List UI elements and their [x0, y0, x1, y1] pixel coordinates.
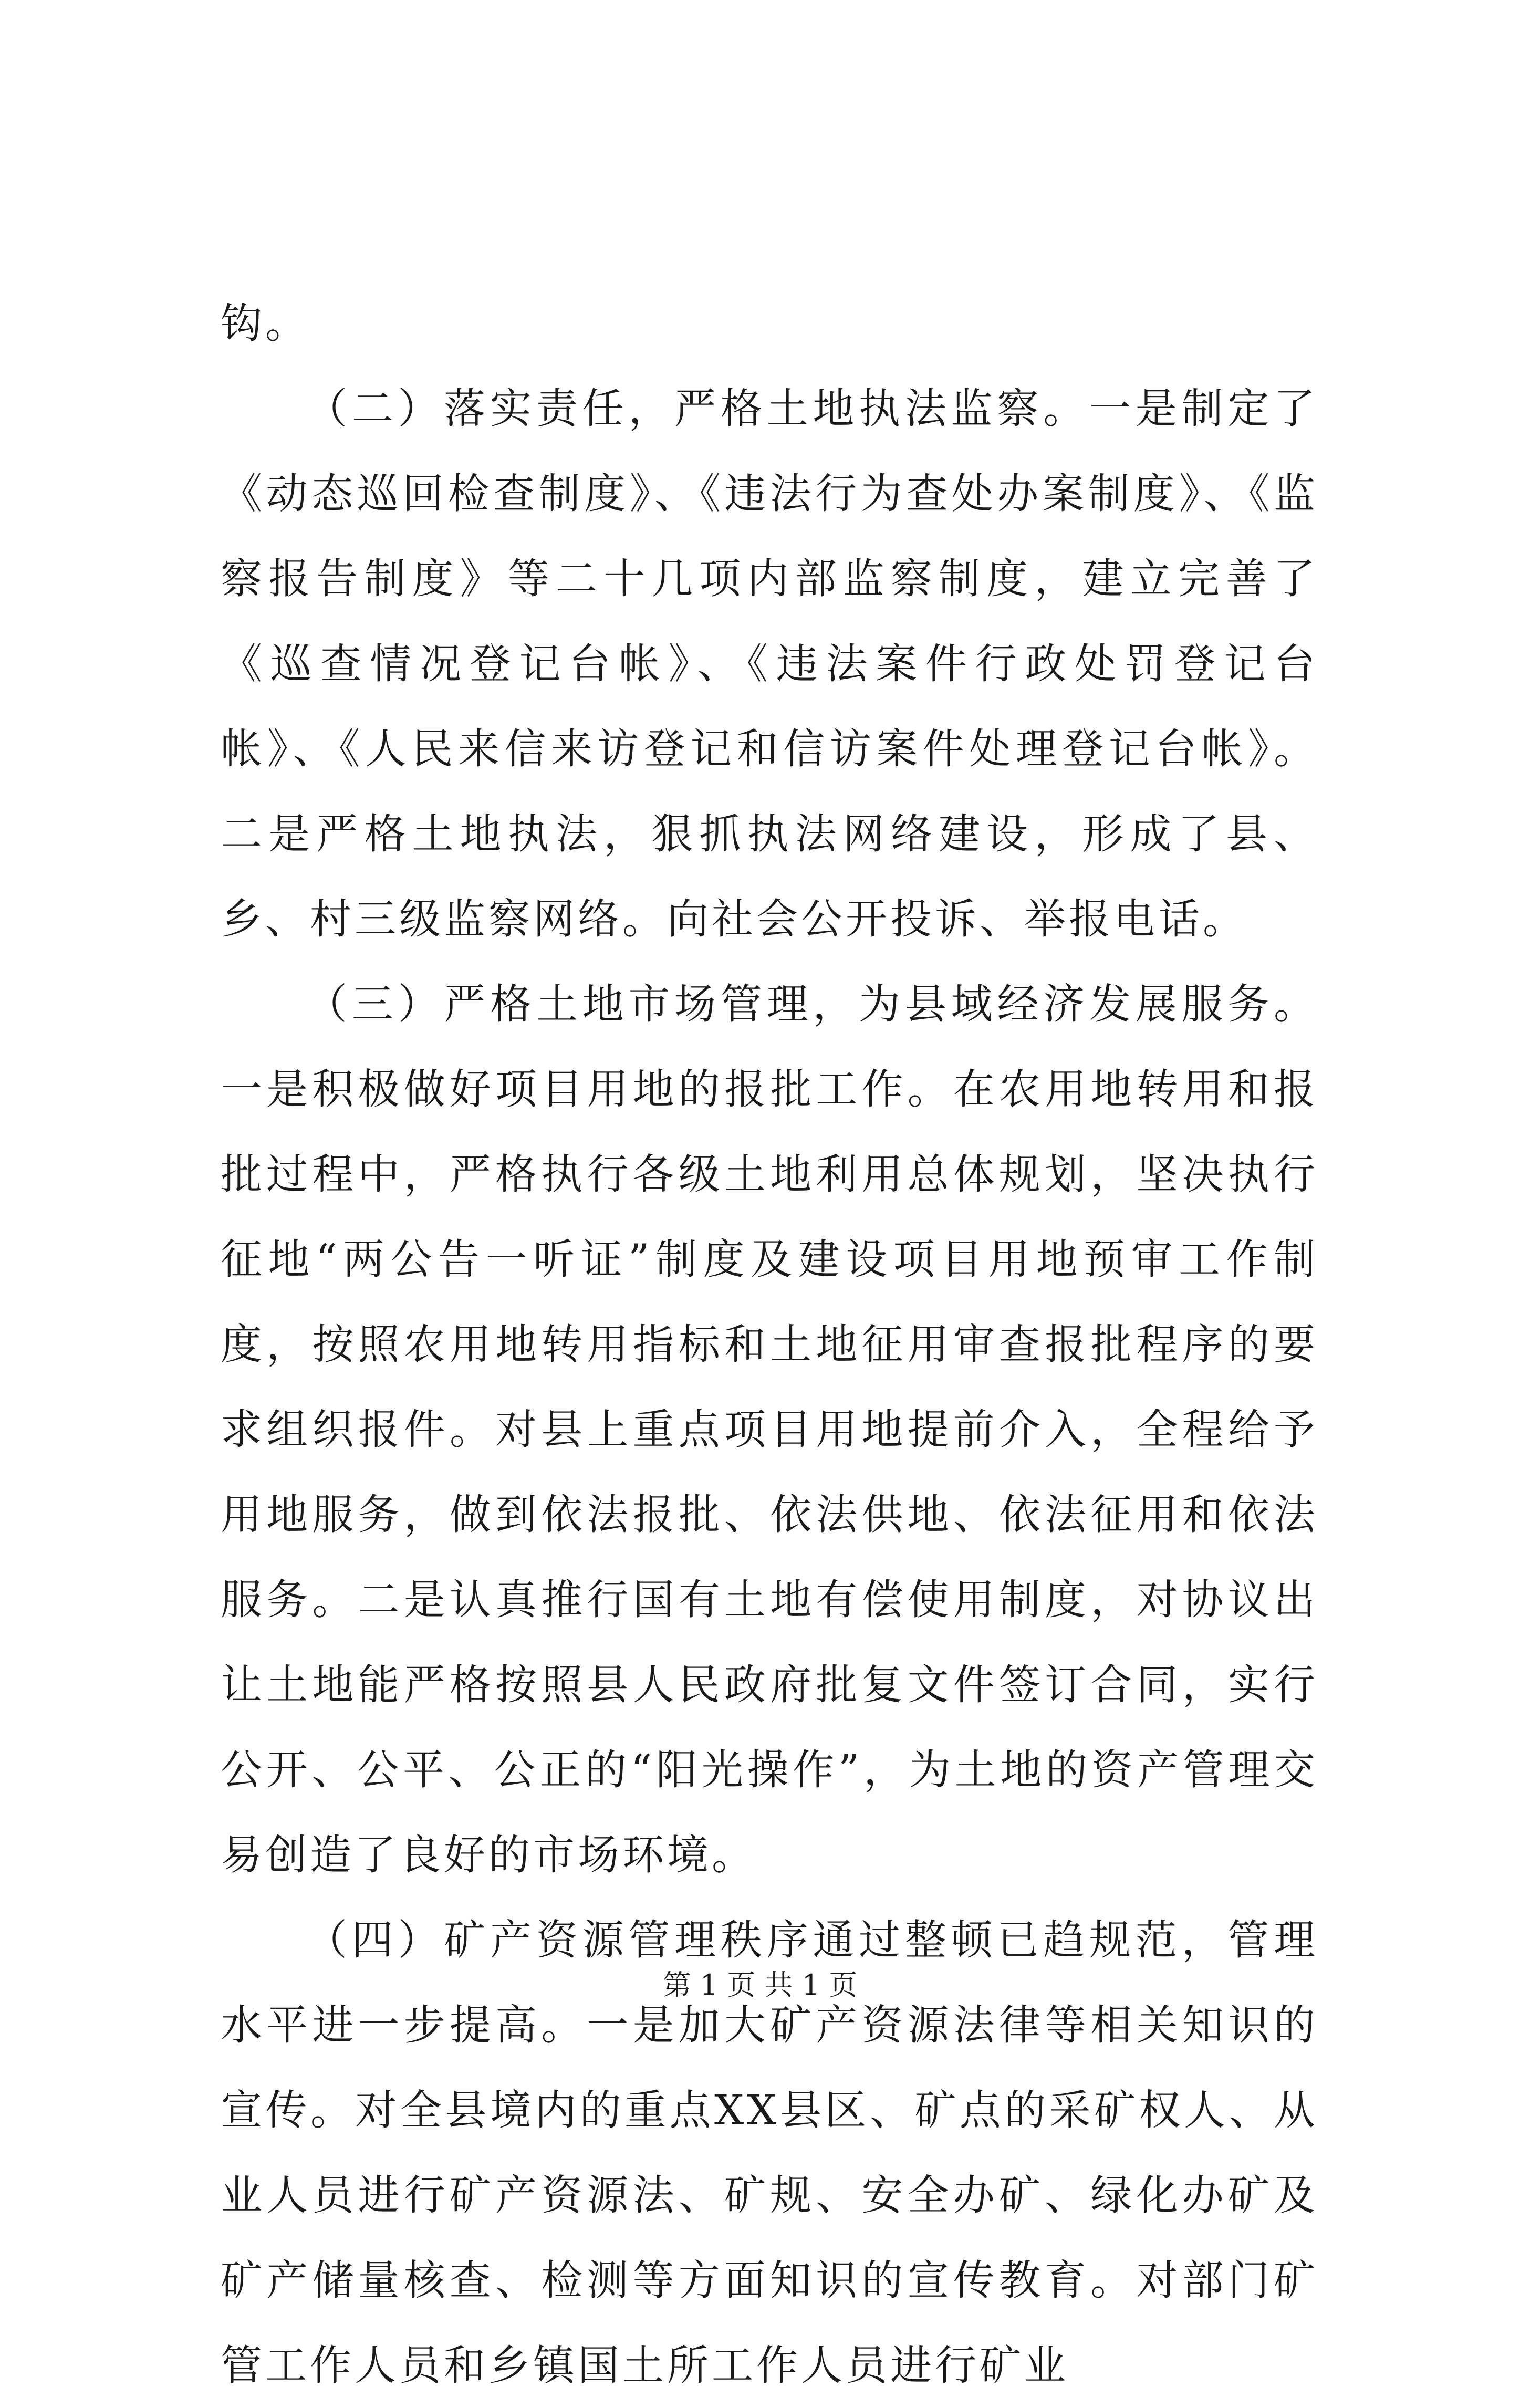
page-footer: 第 1 页 共 1 页 — [662, 1968, 858, 2002]
paragraph-section-3: （三）严格土地市场管理，为县域经济发展服务。一是积极做好项目用地的报批工作。在农用地转用和报批过程中，严格执行各级土地利用总体规划，坚决执行征地“两公告一听证”制度及建设项目用地预审工作制度，按照农用地转用指标和土地征用审查报批程序的要求组织报件。对县上重点项目用地提前介入，全程给予用地服务，做到依法报批、依法供地、依法征用和依法服务。二是认真推行国有土地有偿使用制度，对协议出让土地能严格按照县人民政府批复文件签订合同，实行公开、公平、公正的“阳光操作”，为土地的资产管理交易创造了良好的市场环境。 — [221, 980, 1318, 1879]
paragraph-continuation: 钩。 — [221, 299, 310, 348]
paragraph-section-2: （二）落实责任，严格土地执法监察。一是制定了《动态巡回检查制度》、《违法行为查处办案制度》、《监察报告制度》等二十几项内部监察制度，建立完善了《巡查情况登记台帐》、《违法案件行政处罚登记台帐》、《人民来信来访登记和信访案件处理登记台帐》。二是严格土地执法，狠抓执法网络建设，形成了县、乡、村三级监察网络。向社会公开投诉、举报电话。 — [221, 384, 1318, 943]
paragraph-section-4: （四）矿产资源管理秩序通过整顿已趋规范，管理水平进一步提高。一是加大矿产资源法律等相关知识的宣传。对全县境内的重点XX县区、矿点的采矿权人、从业人员进行矿产资源法、矿规、安全办矿、绿化办矿及矿产储量核查、检测等方面知识的宣传教育。对部门矿管工作人员和乡镇国土所工作人员进行矿业 — [221, 1916, 1318, 2390]
document-body — [221, 281, 1318, 2408]
